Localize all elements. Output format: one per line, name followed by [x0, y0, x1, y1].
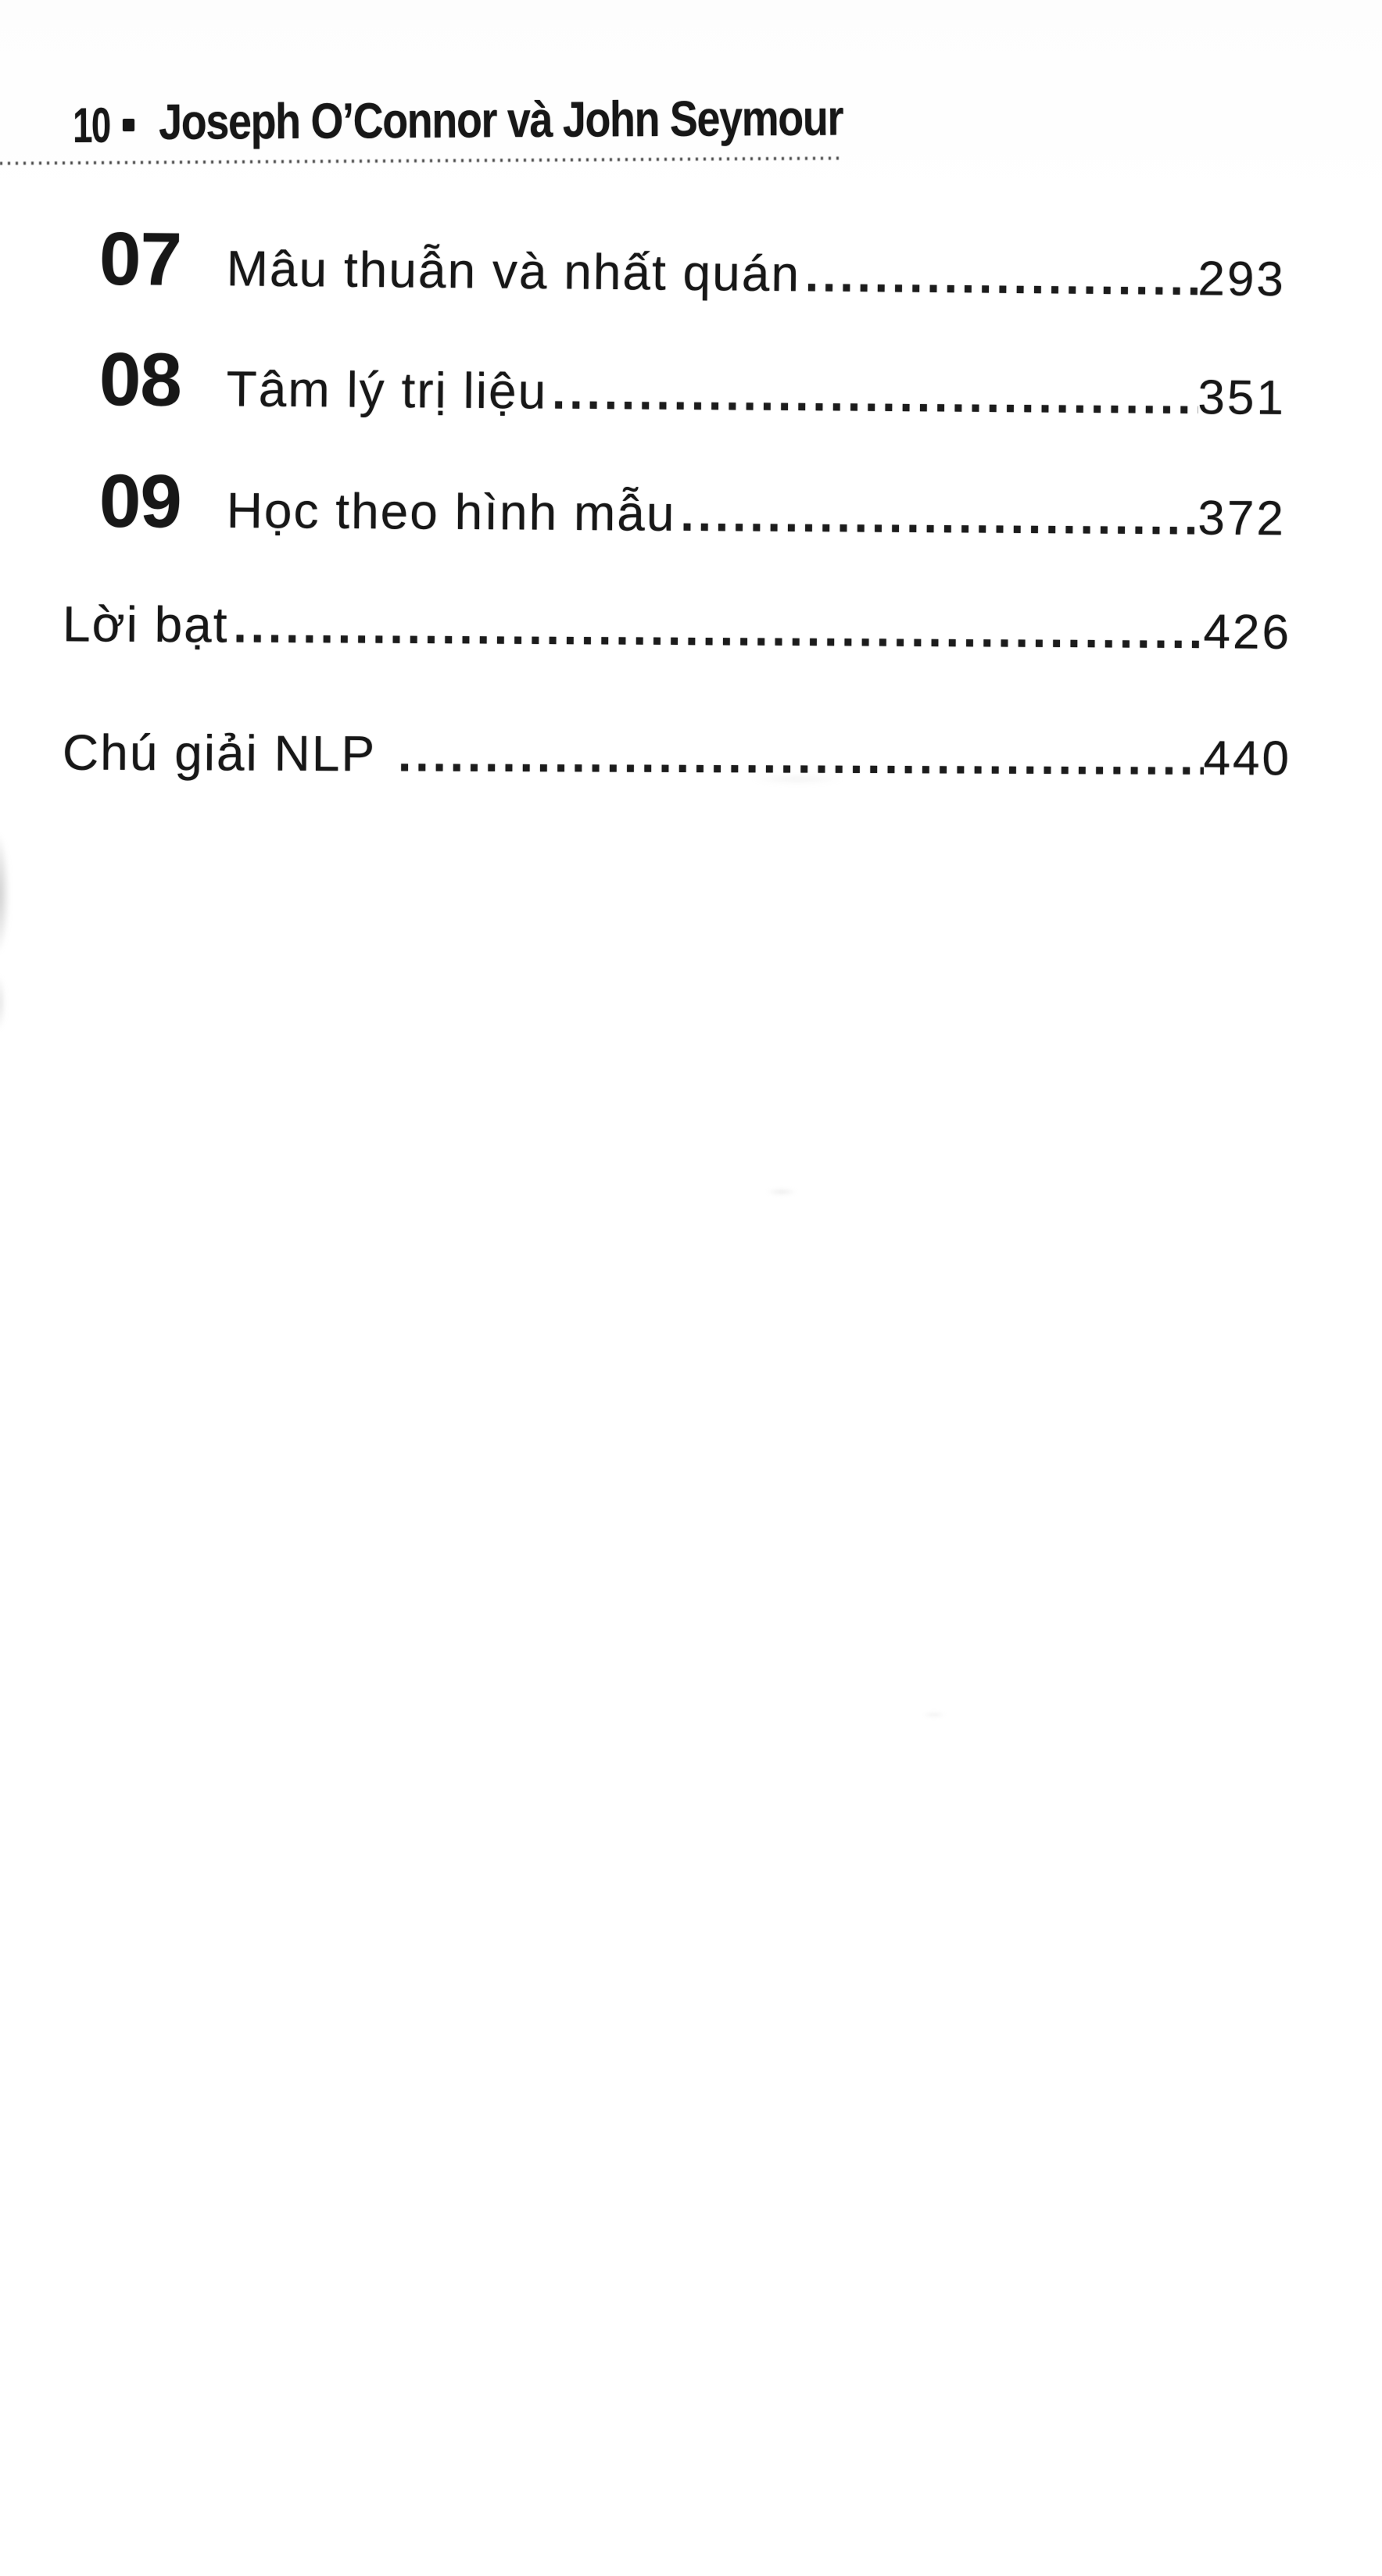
running-header-page-number: 10 — [72, 98, 110, 153]
scan-smudge — [0, 975, 5, 1030]
chapter-number: 08 — [98, 338, 182, 422]
chapter-page-number: 372 — [1198, 491, 1287, 546]
dot-leader — [547, 369, 1198, 423]
back-matter-page-number: 440 — [1203, 731, 1292, 786]
back-matter-title: Chú giải NLP — [62, 724, 377, 782]
scan-smudge — [766, 1188, 797, 1196]
scan-smudge — [0, 835, 9, 952]
toc-row-chapter-09 — [98, 459, 1287, 548]
chapter-number: 07 — [98, 216, 182, 302]
scan-smudge — [922, 1712, 946, 1718]
header-dotted-rule — [0, 156, 843, 165]
back-matter-title: Lời bạt — [62, 596, 229, 653]
toc-row-nlp-glossary — [62, 724, 1292, 786]
running-header-authors: Joseph O’Connor và John Seymour — [158, 89, 843, 150]
toc-row-epilogue — [62, 596, 1292, 660]
dot-leader — [800, 251, 1198, 303]
toc-row-chapter-07 — [98, 216, 1287, 309]
chapter-number: 09 — [98, 459, 182, 544]
chapter-title: Học theo hình mẫu — [226, 481, 676, 542]
back-matter-page-number: 426 — [1203, 605, 1292, 660]
dot-leader — [376, 731, 1204, 783]
toc-row-chapter-08 — [98, 338, 1287, 427]
square-bullet-icon — [123, 119, 134, 131]
chapter-title: Tâm lý trị liệu — [226, 360, 548, 420]
dot-leader — [675, 491, 1198, 543]
chapter-page-number: 351 — [1198, 370, 1287, 425]
dot-leader — [228, 602, 1203, 657]
chapter-title: Mâu thuẫn và nhất quán — [226, 240, 801, 302]
chapter-page-number: 293 — [1198, 252, 1287, 307]
